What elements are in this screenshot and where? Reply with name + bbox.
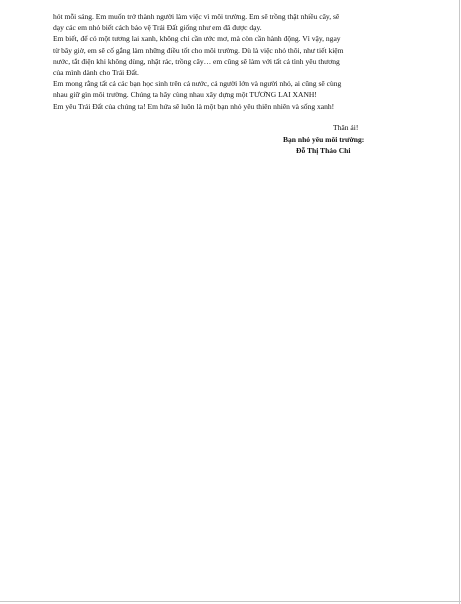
letter-body — [53, 11, 413, 112]
text-line: nhau giữ gìn môi trường. Chúng ta hãy cùng nhau xây dựng một TƯƠNG LAI XANH! — [53, 90, 317, 100]
closing-greeting: Thân ái! — [333, 123, 359, 132]
closing-signoff: Bạn nhỏ yêu môi trường: — [283, 135, 365, 144]
text-line: nước, tắt điện khi không dùng, nhặt rác, trồng cây… em cũng sẽ làm với tất cả tình yêu thương — [53, 56, 340, 66]
author-name: Đỗ Thị Thảo Chi — [296, 146, 351, 155]
text-line: Em biết, để có một tương lai xanh, không chỉ cần ước mơ, mà còn cần hành động. Vì vậy, ngay — [53, 34, 341, 44]
page-edge-bottom — [0, 601, 461, 602]
text-line: của mình dành cho Trái Đất. — [53, 68, 139, 78]
text-line: từ bây giờ, em sẽ cố gắng làm những điều tốt cho môi trường. Dù là việc nhỏ thôi, như tiết kiệm — [53, 45, 344, 55]
text-line: Em yêu Trái Đất của chúng ta! Em hứa sẽ luôn là một bạn nhỏ yêu thiên nhiên và sống xanh! — [53, 101, 335, 111]
text-line: dạy các em nhỏ biết cách bảo vệ Trái Đất giống như em đã được dạy. — [53, 23, 262, 33]
page-edge-right — [459, 0, 460, 604]
text-line: Em mong rằng tất cả các bạn học sinh trên cả nước, cả người lớn và người nhỏ, ai cũng sẽ cùng — [53, 79, 342, 89]
text-line: hót mỗi sáng. Em muốn trở thành người làm việc vì môi trường. Em sẽ trồng thật nhiều cây, sẽ — [53, 12, 340, 21]
